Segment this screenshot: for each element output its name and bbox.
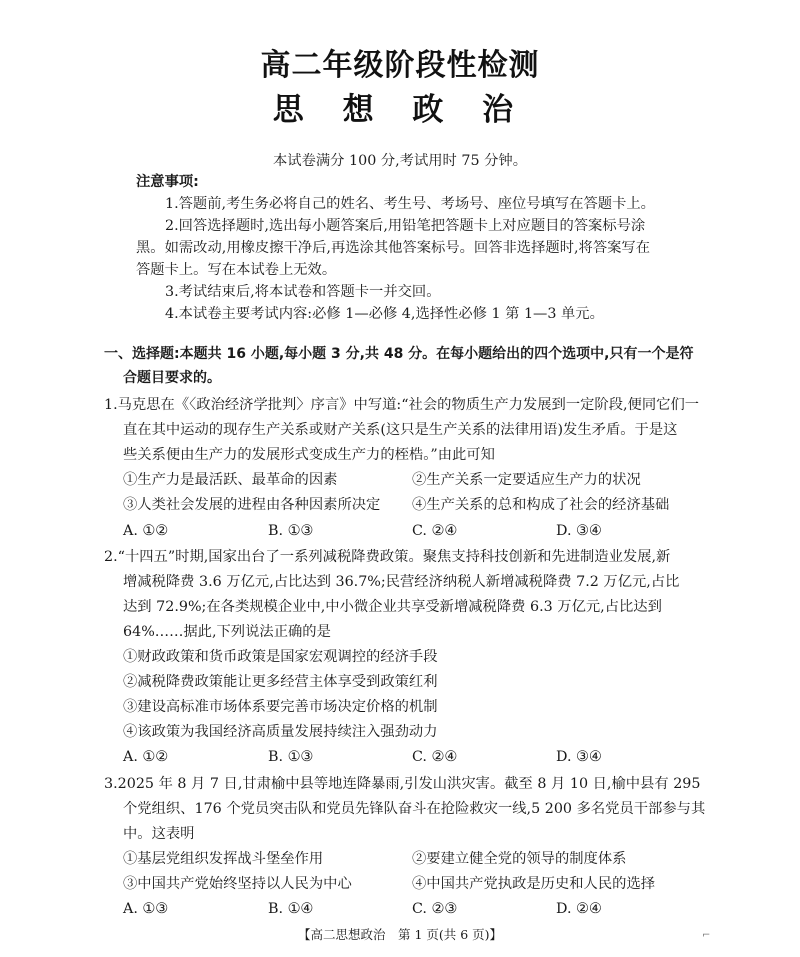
question-1-choice-d[interactable]: D. ③④	[556, 523, 602, 539]
question-2-item: ②减税降费政策能让更多经营主体享受到政策红利	[123, 674, 438, 690]
question-3-stem: 3.2025 年 8 月 7 日,甘肃榆中县等地连降暴雨,引发山洪灾害。截至 8 月 10 日,榆中县有 295	[104, 776, 701, 792]
question-1-item: ③人类社会发展的进程由各种因素所决定	[123, 497, 381, 513]
question-2-choice-a[interactable]: A. ①②	[123, 749, 169, 765]
exam-info: 本试卷满分 100 分,考试用时 75 分钟。	[272, 153, 528, 169]
question-2-stem: 64%……据此,下列说法正确的是	[123, 624, 331, 640]
question-3-item: ③中国共产党始终坚持以人民为中心	[123, 876, 352, 892]
question-3-item: ④中国共产党执政是历史和人民的选择	[412, 876, 656, 892]
question-2-stem: 增减税降费 3.6 万亿元,占比达到 36.7%;民营经济纳税人新增减税降费 7.2 万亿元,占比	[123, 574, 680, 590]
note-line: 黑。如需改动,用橡皮擦干净后,再选涂其他答案标号。回答非选择题时,将答案写在	[136, 240, 651, 256]
question-2-choice-b[interactable]: B. ①③	[268, 749, 314, 765]
note-line: 答题卡上。写在本试卷上无效。	[136, 262, 337, 278]
question-1-stem: 直在其中运动的现存生产关系或财产关系(这只是生产关系的法律用语)发生矛盾。于是这	[123, 422, 678, 438]
section-heading-cont: 合题目要求的。	[123, 370, 221, 386]
question-3-choice-c[interactable]: C. ②③	[412, 901, 458, 917]
question-3-stem: 中。这表明	[123, 826, 195, 842]
note-line: 1.答题前,考生务必将自己的姓名、考生号、考场号、座位号填写在答题卡上。	[165, 196, 655, 212]
question-3-item: ①基层党组织发挥战斗堡垒作用	[123, 851, 324, 867]
question-1-choice-b[interactable]: B. ①③	[268, 523, 314, 539]
notes-heading: 注意事项:	[136, 174, 199, 190]
exam-title: 高二年级阶段性检测	[260, 48, 540, 83]
note-line: 2.回答选择题时,选出每小题答案后,用铅笔把答题卡上对应题目的答案标号涂	[165, 218, 646, 234]
question-1-stem: 1.马克思在《〈政治经济学批判〉序言》中写道:“社会的物质生产力发展到一定阶段,便同它们一	[104, 397, 700, 413]
question-2-stem: 2.“十四五”时期,国家出台了一系列减税降费政策。聚焦支持科技创新和先进制造业发展,新	[104, 549, 671, 565]
subject-title: 思 想 政 治	[272, 92, 528, 128]
question-2-choice-c[interactable]: C. ②④	[412, 749, 458, 765]
question-2-choice-d[interactable]: D. ③④	[556, 749, 602, 765]
question-2-item: ①财政政策和货币政策是国家宏观调控的经济手段	[123, 649, 438, 665]
question-2-item: ④该政策为我国经济高质量发展持续注入强劲动力	[123, 724, 438, 740]
question-3-stem: 个党组织、176 个党员突击队和党员先锋队奋斗在抢险救灾一线,5 200 多名党员干部参与其	[123, 801, 706, 817]
question-3-choice-d[interactable]: D. ②④	[556, 901, 602, 917]
question-3-choice-b[interactable]: B. ①④	[268, 901, 314, 917]
corner-mark: ⌐	[702, 930, 711, 941]
note-line: 4.本试卷主要考试内容:必修 1—必修 4,选择性必修 1 第 1—3 单元。	[165, 306, 604, 322]
question-1-item: ②生产关系一定要适应生产力的状况	[412, 472, 641, 488]
question-1-item: ①生产力是最活跃、最革命的因素	[123, 472, 338, 488]
question-1-choice-c[interactable]: C. ②④	[412, 523, 458, 539]
question-3-item: ②要建立健全党的领导的制度体系	[412, 851, 627, 867]
question-1-stem: 些关系便由生产力的发展形式变成生产力的桎梏。”由此可知	[123, 447, 495, 463]
note-line: 3.考试结束后,将本试卷和答题卡一并交回。	[165, 284, 441, 300]
page-footer: 【高二思想政治 第 1 页(共 6 页)】	[297, 927, 503, 942]
question-2-stem: 达到 72.9%;在各类规模企业中,中小微企业共享受新增减税降费 6.3 万亿元,占比达到	[123, 599, 662, 615]
question-2-item: ③建设高标准市场体系要完善市场决定价格的机制	[123, 699, 438, 715]
question-1-item: ④生产关系的总和构成了社会的经济基础	[412, 497, 670, 513]
question-1-choice-a[interactable]: A. ①②	[123, 523, 169, 539]
section-heading: 一、选择题:本题共 16 小题,每小题 3 分,共 48 分。在每小题给出的四个选项中,只有一个是符	[104, 346, 694, 362]
question-3-choice-a[interactable]: A. ①③	[123, 901, 169, 917]
